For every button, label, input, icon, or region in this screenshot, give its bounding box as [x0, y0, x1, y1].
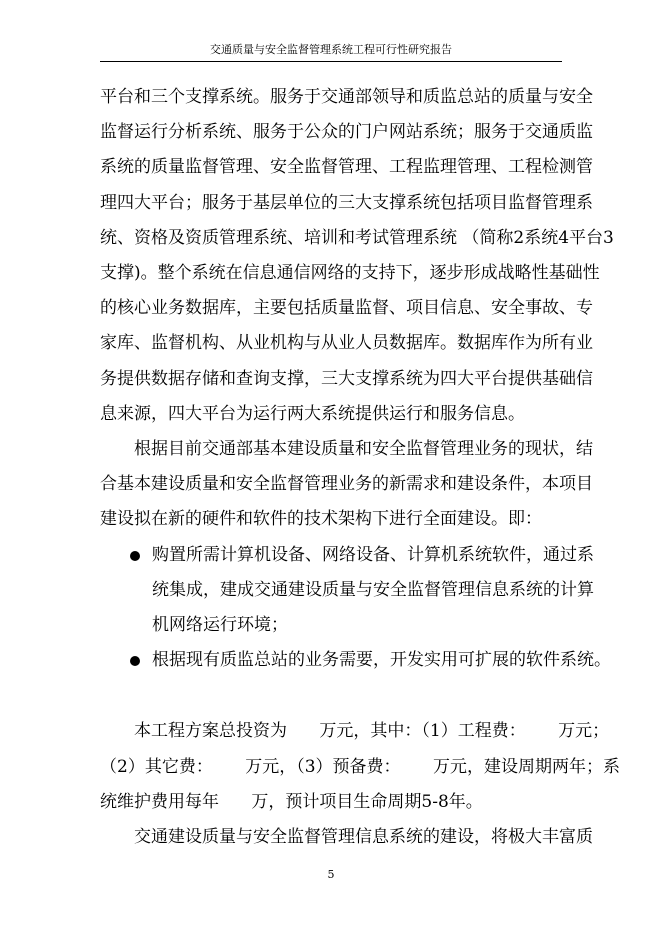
- text-line: 本工程方案总投资为 万元，其中：（1）工程费： 万元；: [134, 721, 610, 742]
- text-line: 根据现有质监总站的业务需要，开发实用可扩展的软件系统。: [152, 650, 611, 671]
- text-line: 支撑)。整个系统在信息通信网络的支持下，逐步形成战略性基础性: [100, 263, 600, 284]
- text-line: 根据目前交通部基本建设质量和安全监督管理业务的现状，结: [134, 439, 593, 460]
- bullet-icon: [130, 551, 140, 561]
- page-number: 5: [327, 868, 335, 881]
- paragraph-system-overview: [100, 80, 614, 432]
- text-line: 统集成，建成交通建设质量与安全监督管理信息系统的计算: [152, 579, 594, 600]
- list-item: [100, 538, 594, 644]
- text-line: （2）其它费： 万元，（3）预备费： 万元，建设周期两年；系: [100, 756, 620, 777]
- paragraph-benefits: [100, 820, 593, 855]
- header-title: 交通质量与安全监督管理系统工程可行性研究报告: [210, 43, 452, 56]
- text-line: 系统的质量监督管理、安全监督管理、工程监理管理、工程检测管: [100, 157, 593, 178]
- paragraph-investment: [100, 714, 620, 820]
- text-line: 统、资格及资质管理系统、培训和考试管理系统 （简称2系统4平台3: [100, 227, 614, 248]
- text-line: 监督运行分析系统、服务于公众的门户网站系统；服务于交通质监: [100, 122, 593, 143]
- text-line: 建设拟在新的硬件和软件的技术架构下进行全面建设。即：: [100, 509, 542, 530]
- document-body: [100, 80, 620, 855]
- bullet-list: [100, 538, 611, 679]
- bullet-icon: [130, 656, 140, 666]
- text-line: 家库、监督机构、从业机构与从业人员数据库。数据库作为所有业: [100, 333, 593, 354]
- paragraph-construction-plan: [100, 432, 593, 538]
- spacer: [100, 678, 566, 714]
- text-line: 的核心业务数据库，主要包括质量监督、项目信息、安全事故、专: [100, 298, 593, 319]
- text-line: 机网络运行环境；: [152, 615, 288, 636]
- text-line: 购置所需计算机设备、网络设备、计算机系统软件，通过系: [152, 544, 594, 565]
- text-line: 平台和三个支撑系统。服务于交通部领导和质监总站的质量与安全: [100, 87, 593, 107]
- text-line: 务提供数据存储和查询支撑，三大支撑系统为四大平台提供基础信: [100, 368, 593, 389]
- text-line: 理四大平台；服务于基层单位的三大支撑系统包括项目监督管理系: [100, 192, 593, 213]
- text-line: 交通建设质量与安全监督管理信息系统的建设，将极大丰富质: [134, 827, 593, 848]
- text-line: 统维护费用每年 万，预计项目生命周期5-8年。: [100, 791, 483, 812]
- text-line: 合基本建设质量和安全监督管理业务的新需求和建设条件，本项目: [100, 474, 593, 495]
- list-item: [100, 643, 611, 678]
- page-header: [100, 43, 562, 62]
- text-line: 息来源，四大平台为运行两大系统提供运行和服务信息。: [100, 403, 525, 424]
